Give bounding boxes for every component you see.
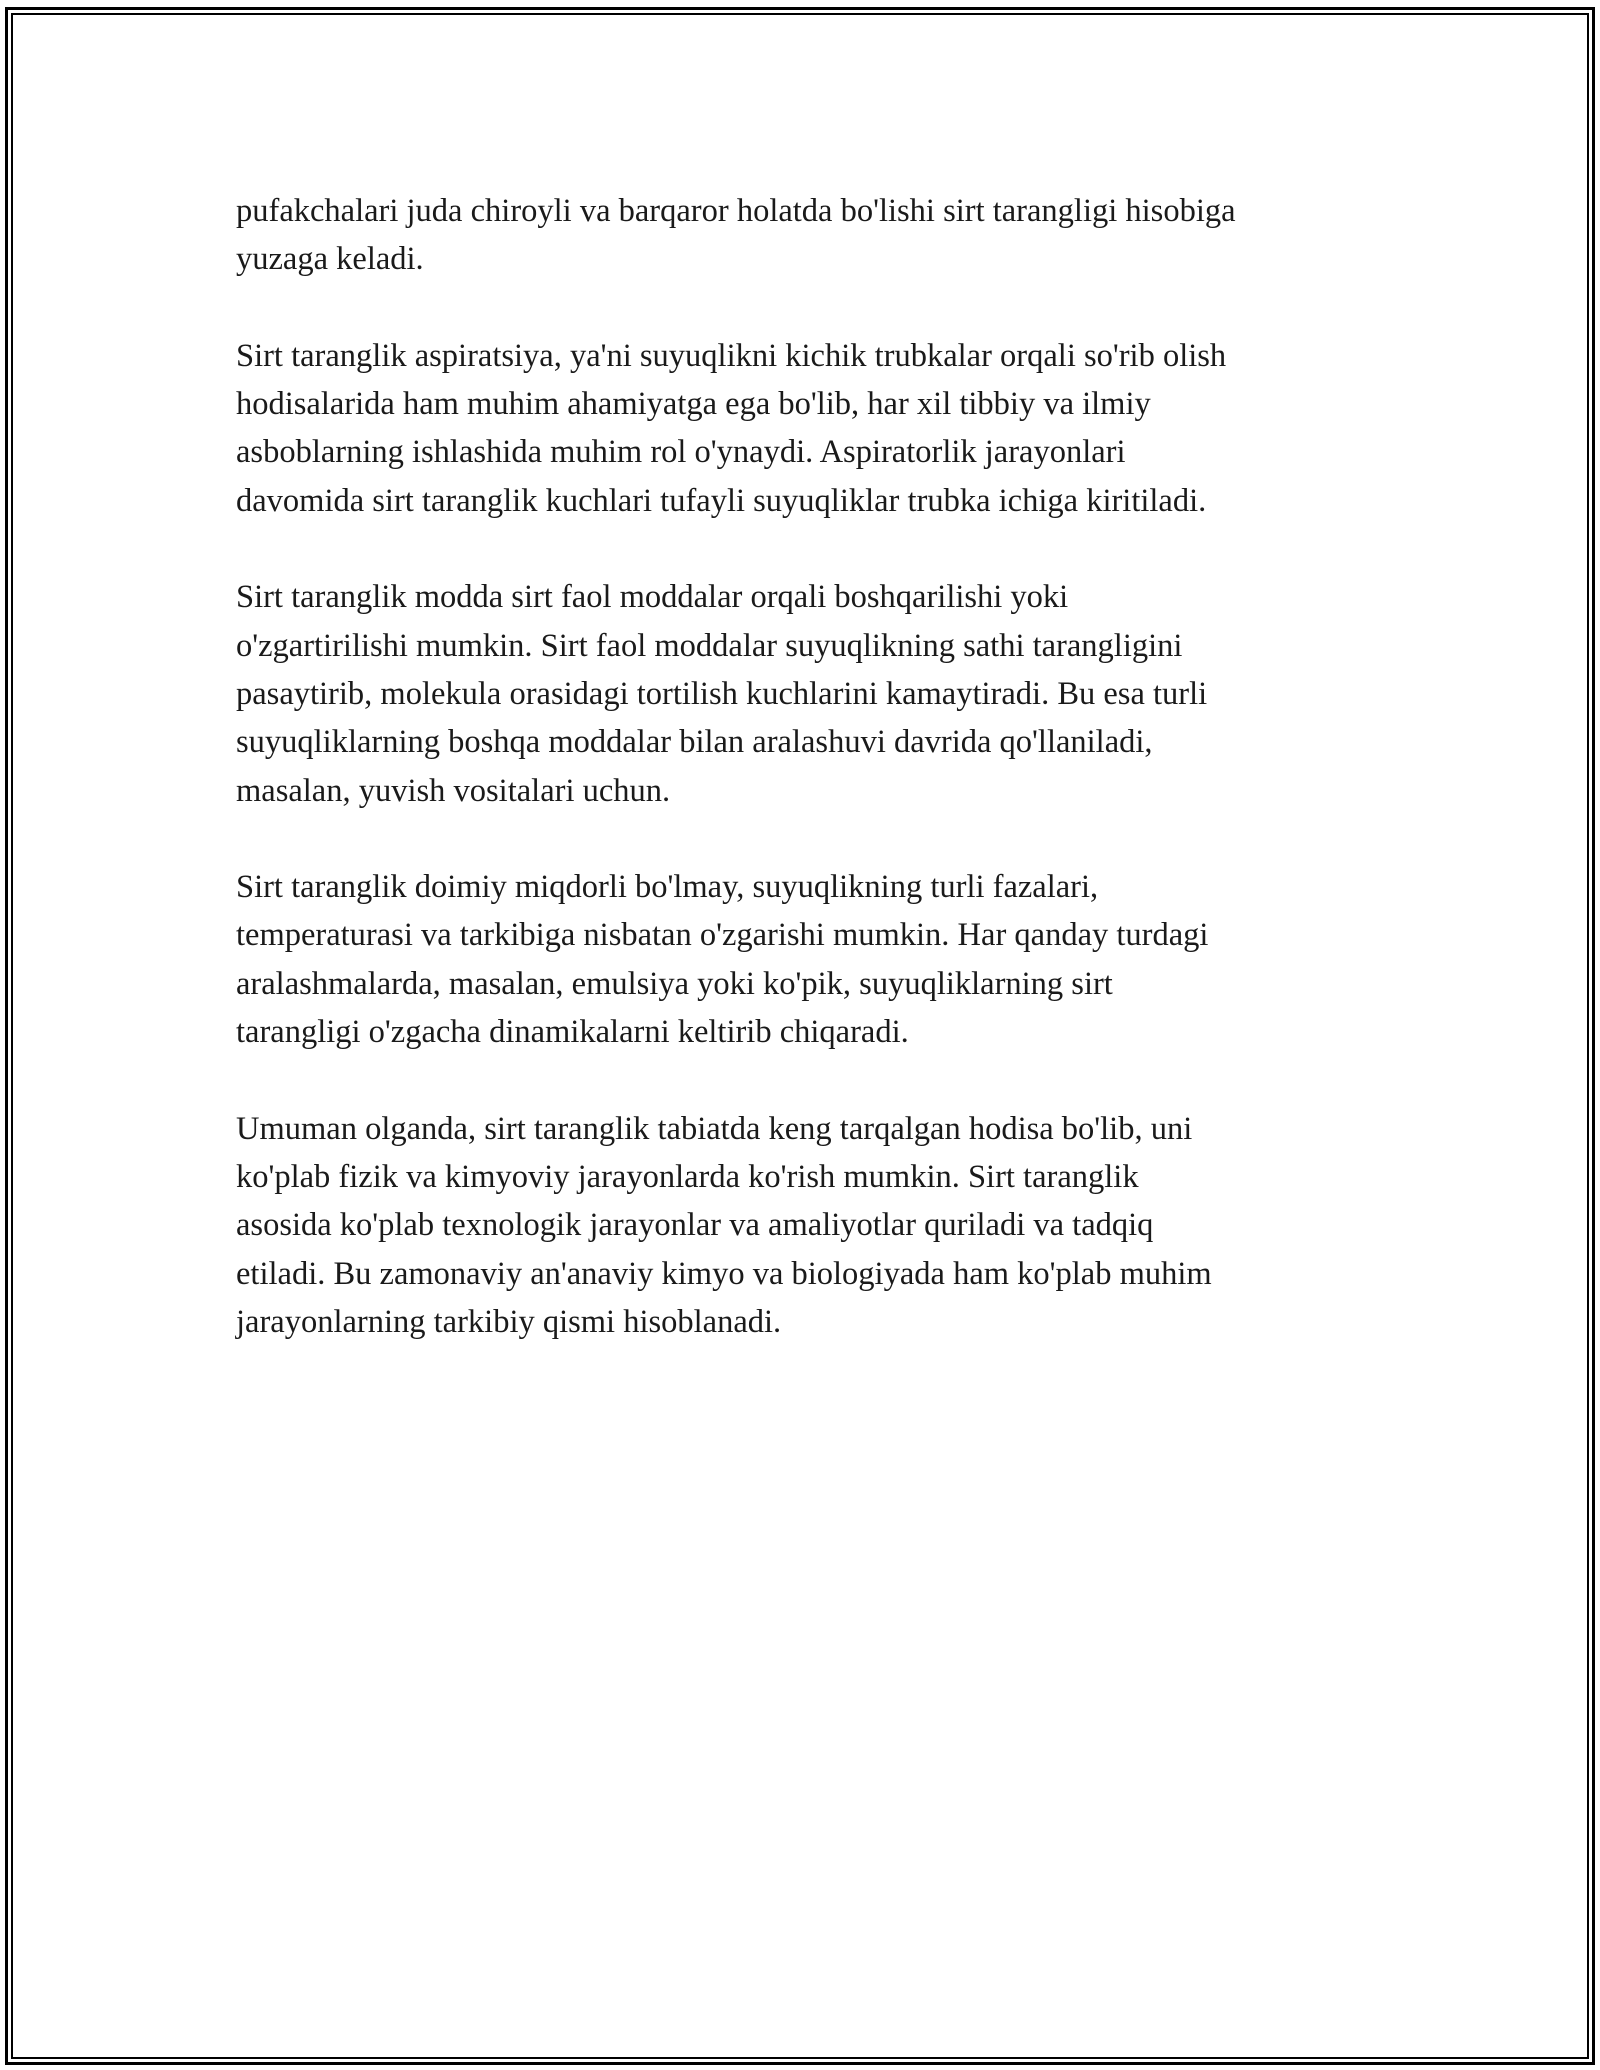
text-line: tarangligi o'zgacha dinamikalarni keltirib chiqaradi. <box>236 1014 909 1051</box>
text-line: yuzaga keladi. <box>236 241 424 278</box>
text-line: Sirt taranglik aspiratsiya, ya'ni suyuqlikni kichik trubkalar orqali so'rib olish <box>236 337 1227 374</box>
text-line: asboblarning ishlashida muhim rol o'ynaydi. Aspiratorlik jarayonlari <box>236 434 1126 471</box>
text-line: masalan, yuvish vositalari uchun. <box>236 772 671 809</box>
text-line: davomida sirt taranglik kuchlari tufayli suyuqliklar trubka ichiga kiritiladi. <box>236 482 1207 519</box>
text-line: Umuman olganda, sirt taranglik tabiatda keng tarqalgan hodisa bo'lib, uni <box>236 1110 1193 1147</box>
paragraph-2 <box>236 332 1376 525</box>
text-line: etiladi. Bu zamonaviy an'anaviy kimyo va biologiyada ham ko'plab muhim <box>236 1255 1212 1292</box>
text-line: suyuqliklarning boshqa moddalar bilan aralashuvi davrida qo'llaniladi, <box>236 724 1153 761</box>
text-line: Sirt taranglik doimiy miqdorli bo'lmay, suyuqlikning turli fazalari, <box>236 869 1099 906</box>
text-line: temperaturasi va tarkibiga nisbatan o'zgarishi mumkin. Har qanday turdagi <box>236 917 1209 954</box>
text-line: ko'plab fizik va kimyoviy jarayonlarda ko'rish mumkin. Sirt taranglik <box>236 1158 1139 1195</box>
text-line: o'zgartirilishi mumkin. Sirt faol moddalar suyuqlikning sathi tarangligini <box>236 627 1183 664</box>
paragraph-5 <box>236 1105 1376 1346</box>
paragraph-4 <box>236 863 1376 1056</box>
text-line: hodisalarida ham muhim ahamiyatga ega bo'lib, har xil tibbiy va ilmiy <box>236 386 1151 423</box>
text-line: pufakchalari juda chiroyli va barqaror holatda bo'lishi sirt tarangligi hisobiga <box>236 193 1236 229</box>
text-line: asosida ko'plab texnologik jarayonlar va amaliyotlar quriladi va tadqiq <box>236 1207 1154 1244</box>
paragraph-1 <box>236 187 1376 284</box>
text-line: pasaytirib, molekula orasidagi tortilish kuchlarini kamaytiradi. Bu esa turli <box>236 675 1208 712</box>
text-line: Sirt taranglik modda sirt faol moddalar orqali boshqarilishi yoki <box>236 579 1069 616</box>
document-body <box>236 187 1376 1394</box>
paragraph-3 <box>236 573 1376 814</box>
text-line: aralashmalarda, masalan, emulsiya yoki ko'pik, suyuqliklarning sirt <box>236 965 1113 1002</box>
text-line: jarayonlarning tarkibiy qismi hisoblanadi. <box>236 1303 782 1340</box>
